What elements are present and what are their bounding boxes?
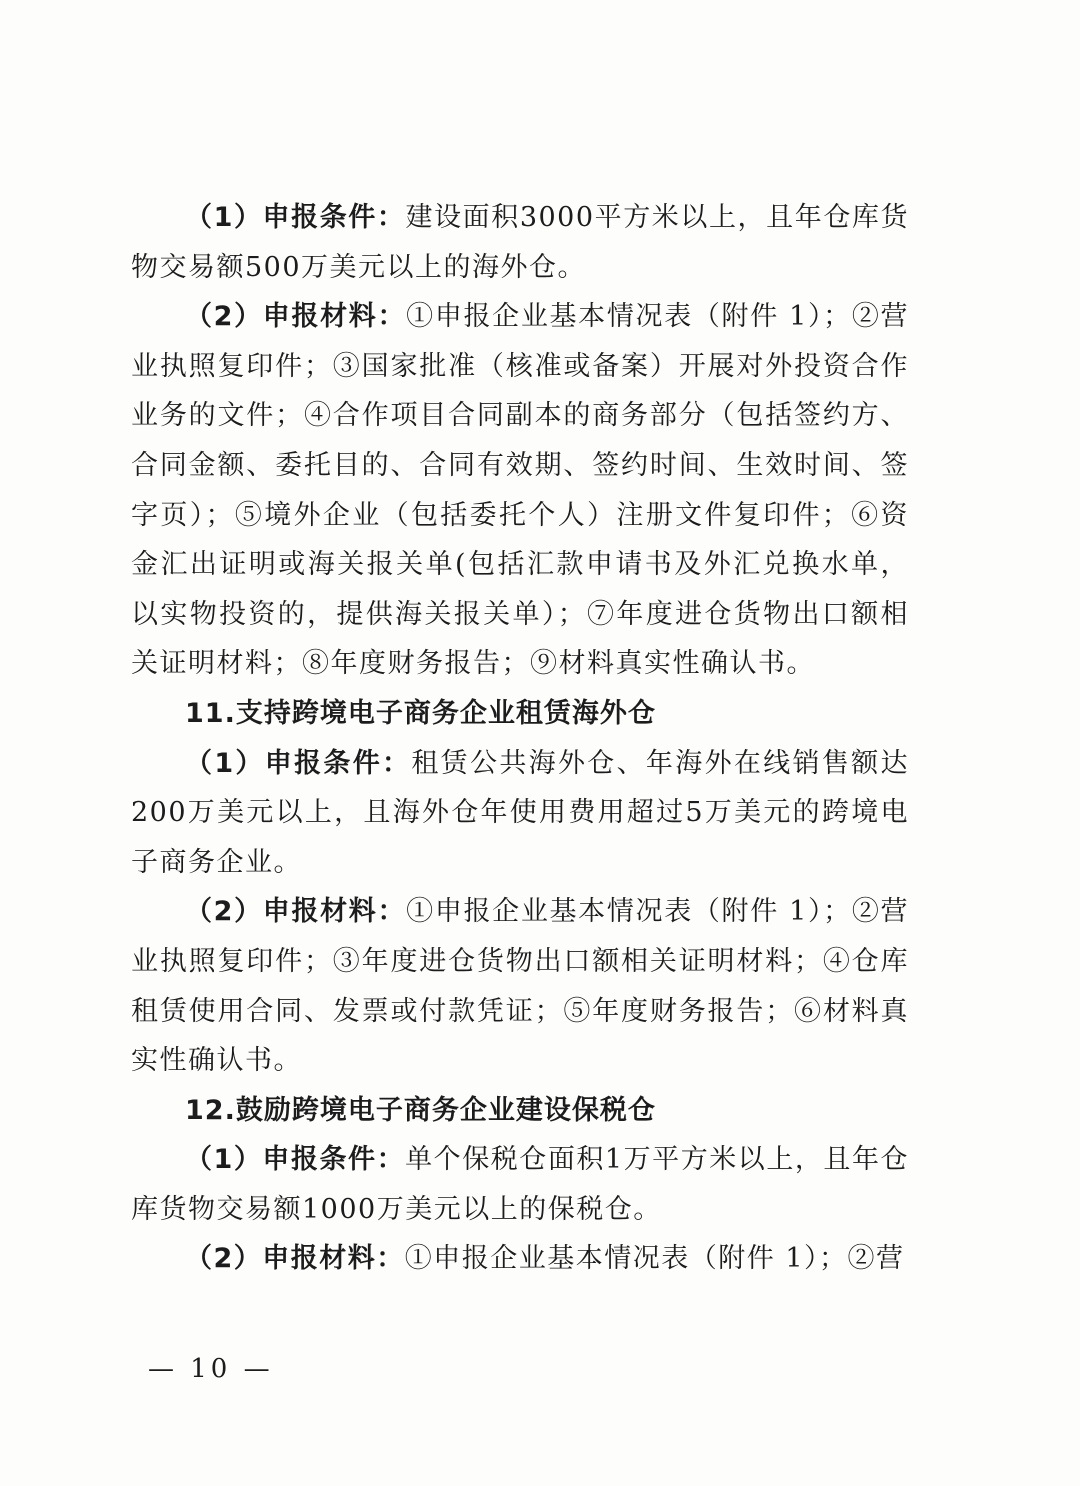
section10-conditions-text: 建设面积3000平方米以上，且年仓库货物交易额500万美元以上的海外仓。 [131,202,909,283]
section11-conditions-label: （1）申报条件： [185,747,412,779]
section12-conditions-text: 单个保税仓面积1万平方米以上，且年仓库货物交易额1000万美元以上的保税仓。 [131,1144,909,1225]
section10-materials-text: ①申报企业基本情况表（附件 1）；②营业执照复印件；③国家批准（核准或备案）开展对外投资合作业务的文件；④合作项目合同副本的商务部分（包括签约方、合同金额、委托目的、合同有效期、签约时间、生效时间、签字页）；⑤境外企业（包括委托个人）注册文件复印件；⑥资金汇出证明或海关报关单(包括汇款申请书及外汇兑换水单，以实物投资的，提供海关报关单）；⑦年度进仓货物出口额相关证明材料；⑧年度财务报告；⑨材料真实性确认书。 [131,301,909,680]
section10-conditions [131,193,909,292]
section11-materials-label: （2）申报材料： [185,896,407,928]
section12-conditions-label: （1）申报条件： [185,1144,406,1176]
section12-heading: 12.鼓励跨境电子商务企业建设保税仓 [185,1094,656,1126]
section11-conditions-text: 租赁公共海外仓、年海外在线销售额达200万美元以上，且海外仓年使用费用超过5万美元的跨境电子商务企业。 [131,747,909,878]
section10-materials-label: （2）申报材料： [185,301,407,333]
section11-materials-text: ①申报企业基本情况表（附件 1）；②营业执照复印件；③年度进仓货物出口额相关证明材料；④仓库租赁使用合同、发票或付款凭证；⑤年度财务报告；⑥材料真实性确认书。 [131,896,909,1077]
section12-materials-text: ①申报企业基本情况表（附件 1）；②营 [404,1243,905,1275]
section12-materials-label: （2）申报材料： [185,1243,405,1275]
section10-conditions-label: （1）申报条件： [185,202,406,233]
section12-conditions [131,1135,909,1234]
document-body [131,193,909,1284]
section10-materials [131,292,909,689]
section12-materials [131,1234,909,1284]
section11-heading: 11.支持跨境电子商务企业租赁海外仓 [185,697,656,729]
page-number: — 10 — [148,1354,274,1384]
section11-materials [131,887,909,1085]
section11-conditions [131,739,909,888]
